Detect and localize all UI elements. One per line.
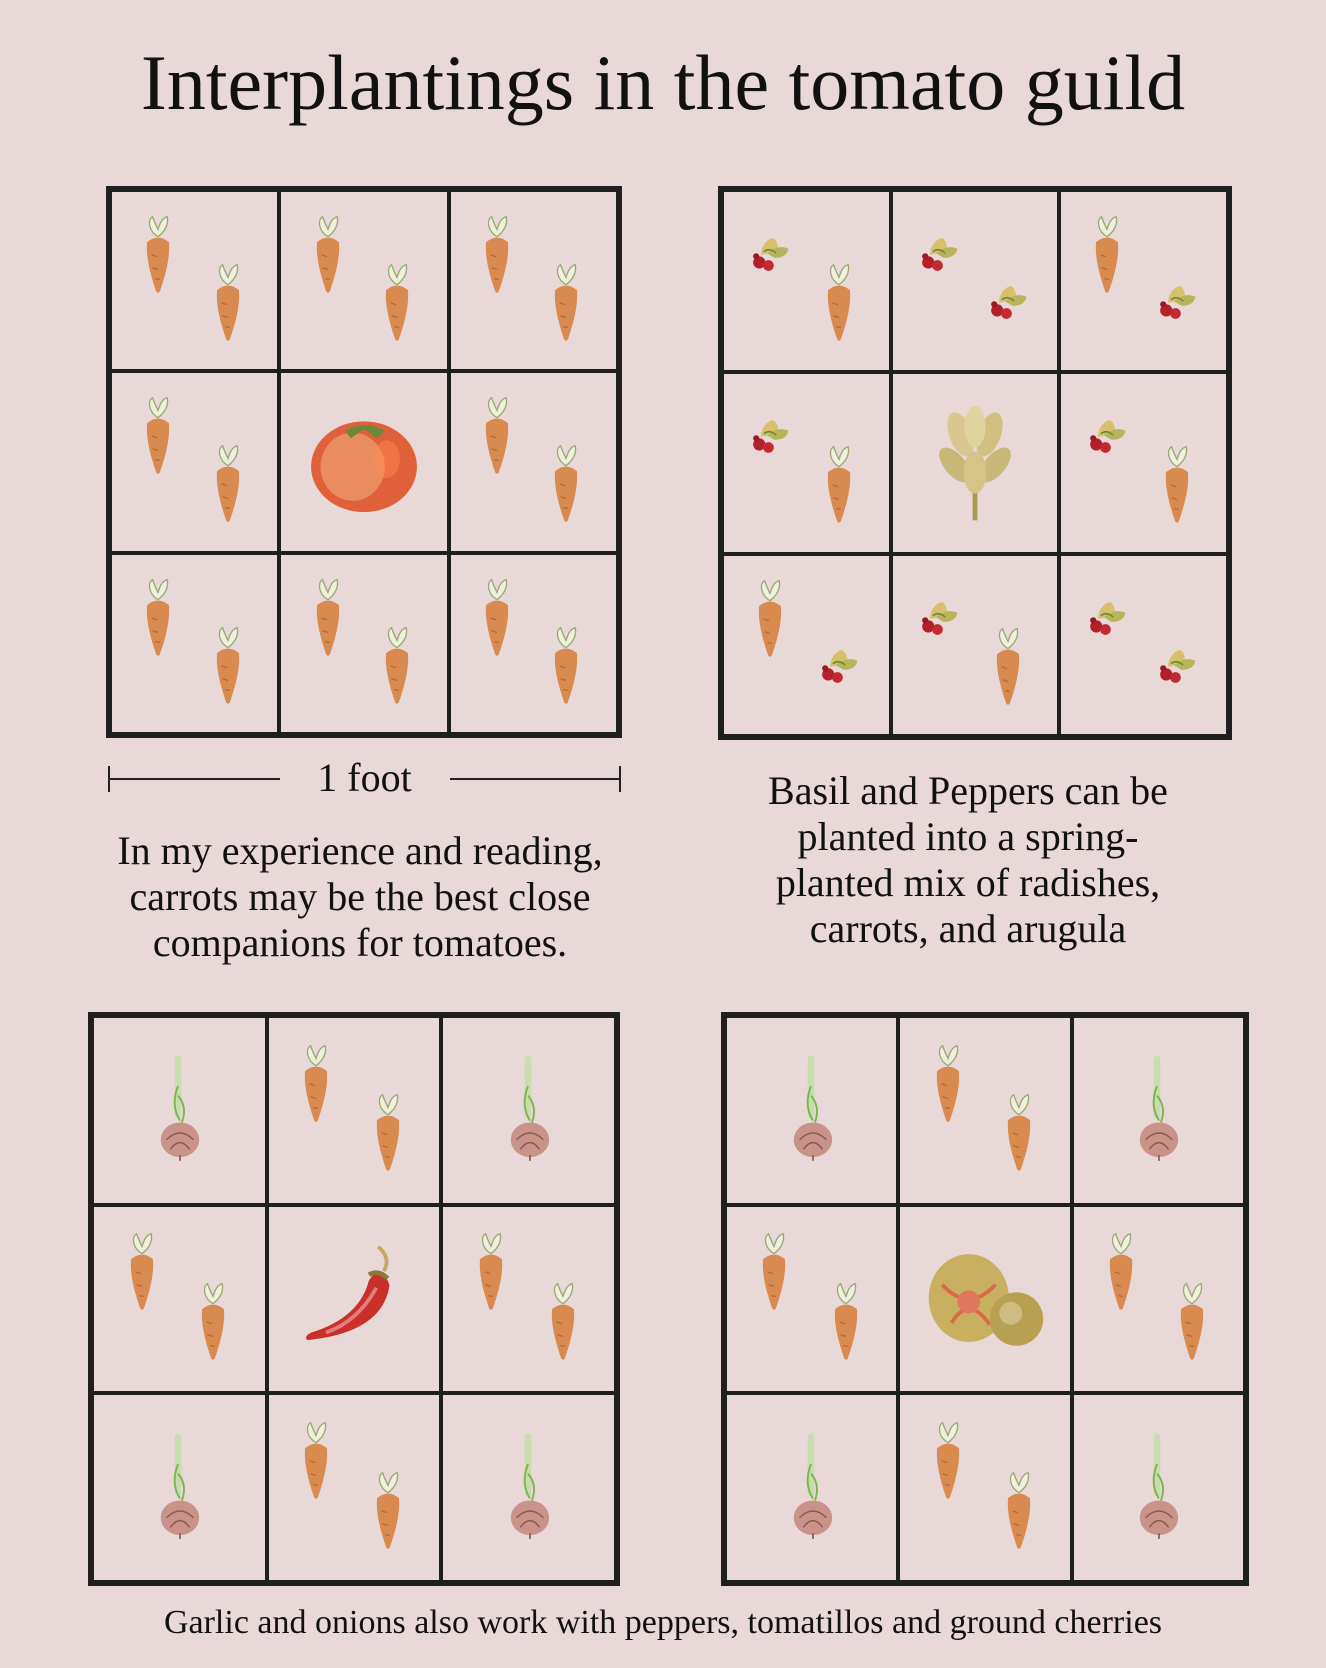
scale-label: 1 foot — [317, 755, 412, 800]
carrot-icon — [296, 1419, 336, 1501]
carrot-icon — [750, 577, 790, 659]
radish-arugula-icon — [985, 282, 1031, 322]
scale-line-right — [450, 778, 621, 780]
carrot-icon — [193, 1280, 233, 1362]
grid-cell — [725, 1393, 898, 1582]
carrot-icon — [208, 624, 248, 706]
carrot-icon — [1157, 443, 1197, 525]
carrot-icon — [208, 261, 248, 343]
page-title: Interplantings in the tomato guild — [140, 39, 1186, 126]
grid-cell — [1072, 1205, 1245, 1394]
onion-icon — [505, 1433, 553, 1543]
caption-basil-peppers: Basil and Peppers can be planted into a spring- planted mix of radishes, carrots, and arugula — [768, 768, 1168, 951]
grid-cell — [92, 1016, 267, 1205]
onion-icon — [788, 1433, 836, 1543]
tomatillo-icon — [923, 1246, 1047, 1352]
radish-arugula-icon — [1154, 282, 1200, 322]
onion-icon — [155, 1433, 203, 1543]
basil-icon — [932, 405, 1018, 521]
grid-radish-mix-basil — [718, 186, 1232, 740]
grid-cell — [267, 1016, 442, 1205]
onion-icon — [505, 1055, 553, 1165]
footer-note: Garlic and onions also work with peppers, tomatillos and ground cherries — [163, 1604, 1163, 1641]
scale-tick-right — [619, 766, 621, 792]
grid-cell — [449, 190, 618, 371]
grid-cell — [279, 553, 448, 734]
radish-arugula-icon — [916, 234, 962, 274]
carrot-icon — [377, 624, 417, 706]
carrot-icon — [546, 261, 586, 343]
onion-icon — [155, 1055, 203, 1165]
carrot-icon — [477, 394, 517, 476]
carrot-icon — [138, 576, 178, 658]
grid-cell — [267, 1205, 442, 1394]
carrot-icon — [999, 1469, 1039, 1551]
carrot-icon — [543, 1280, 583, 1362]
carrot-icon — [308, 576, 348, 658]
carrot-icon — [122, 1230, 162, 1312]
carrot-icon — [477, 213, 517, 295]
grid-cell — [110, 190, 279, 371]
grid-garlic-onion-pepper — [88, 1012, 620, 1586]
grid-cell — [441, 1016, 616, 1205]
grid-carrots-tomato — [106, 186, 622, 738]
carrot-icon — [1101, 1230, 1141, 1312]
grid-cell — [267, 1393, 442, 1582]
tomato-icon — [307, 410, 421, 514]
carrot-icon — [368, 1469, 408, 1551]
carrot-icon — [999, 1091, 1039, 1173]
grid-cell — [1059, 554, 1228, 736]
radish-arugula-icon — [1154, 646, 1200, 686]
grid-cell — [898, 1016, 1071, 1205]
grid-garlic-onion-tomatillo — [721, 1012, 1249, 1586]
onion-icon — [1134, 1055, 1182, 1165]
grid-cell — [441, 1393, 616, 1582]
caption-carrots: In my experience and reading, carrots may be the best close companions for tomatoes. — [117, 828, 603, 965]
carrot-icon — [477, 576, 517, 658]
carrot-icon — [368, 1091, 408, 1173]
grid-cell — [898, 1205, 1071, 1394]
carrot-icon — [208, 442, 248, 524]
carrot-icon — [826, 1280, 866, 1362]
radish-arugula-icon — [747, 234, 793, 274]
grid-cell — [891, 554, 1060, 736]
radish-arugula-icon — [916, 598, 962, 638]
carrot-icon — [546, 442, 586, 524]
carrot-icon — [377, 261, 417, 343]
carrot-icon — [819, 261, 859, 343]
onion-icon — [1134, 1433, 1182, 1543]
carrot-icon — [308, 213, 348, 295]
pepper-icon — [298, 1243, 410, 1355]
grid-cell — [92, 1393, 267, 1582]
grid-cell — [1072, 1016, 1245, 1205]
carrot-icon — [546, 624, 586, 706]
grid-cell — [1059, 190, 1228, 372]
carrot-icon — [819, 443, 859, 525]
grid-cell — [279, 371, 448, 552]
radish-arugula-icon — [1084, 416, 1130, 456]
grid-cell — [891, 190, 1060, 372]
carrot-icon — [988, 625, 1028, 707]
grid-cell — [110, 371, 279, 552]
grid-cell — [110, 553, 279, 734]
carrot-icon — [138, 394, 178, 476]
carrot-icon — [1087, 213, 1127, 295]
grid-cell — [1059, 372, 1228, 554]
radish-arugula-icon — [747, 416, 793, 456]
grid-cell — [92, 1205, 267, 1394]
grid-cell — [891, 372, 1060, 554]
grid-cell — [441, 1205, 616, 1394]
grid-cell — [722, 554, 891, 736]
grid-cell — [722, 190, 891, 372]
radish-arugula-icon — [816, 646, 862, 686]
grid-cell — [725, 1016, 898, 1205]
carrot-icon — [471, 1230, 511, 1312]
grid-cell — [449, 553, 618, 734]
grid-cell — [898, 1393, 1071, 1582]
grid-cell — [725, 1205, 898, 1394]
grid-cell — [279, 190, 448, 371]
grid-cell — [722, 372, 891, 554]
carrot-icon — [296, 1042, 336, 1124]
carrot-icon — [928, 1419, 968, 1501]
carrot-icon — [138, 213, 178, 295]
carrot-icon — [928, 1042, 968, 1124]
grid-cell — [1072, 1393, 1245, 1582]
carrot-icon — [754, 1230, 794, 1312]
onion-icon — [788, 1055, 836, 1165]
carrot-icon — [1172, 1280, 1212, 1362]
grid-cell — [449, 371, 618, 552]
radish-arugula-icon — [1084, 598, 1130, 638]
scale-bar — [108, 755, 621, 800]
